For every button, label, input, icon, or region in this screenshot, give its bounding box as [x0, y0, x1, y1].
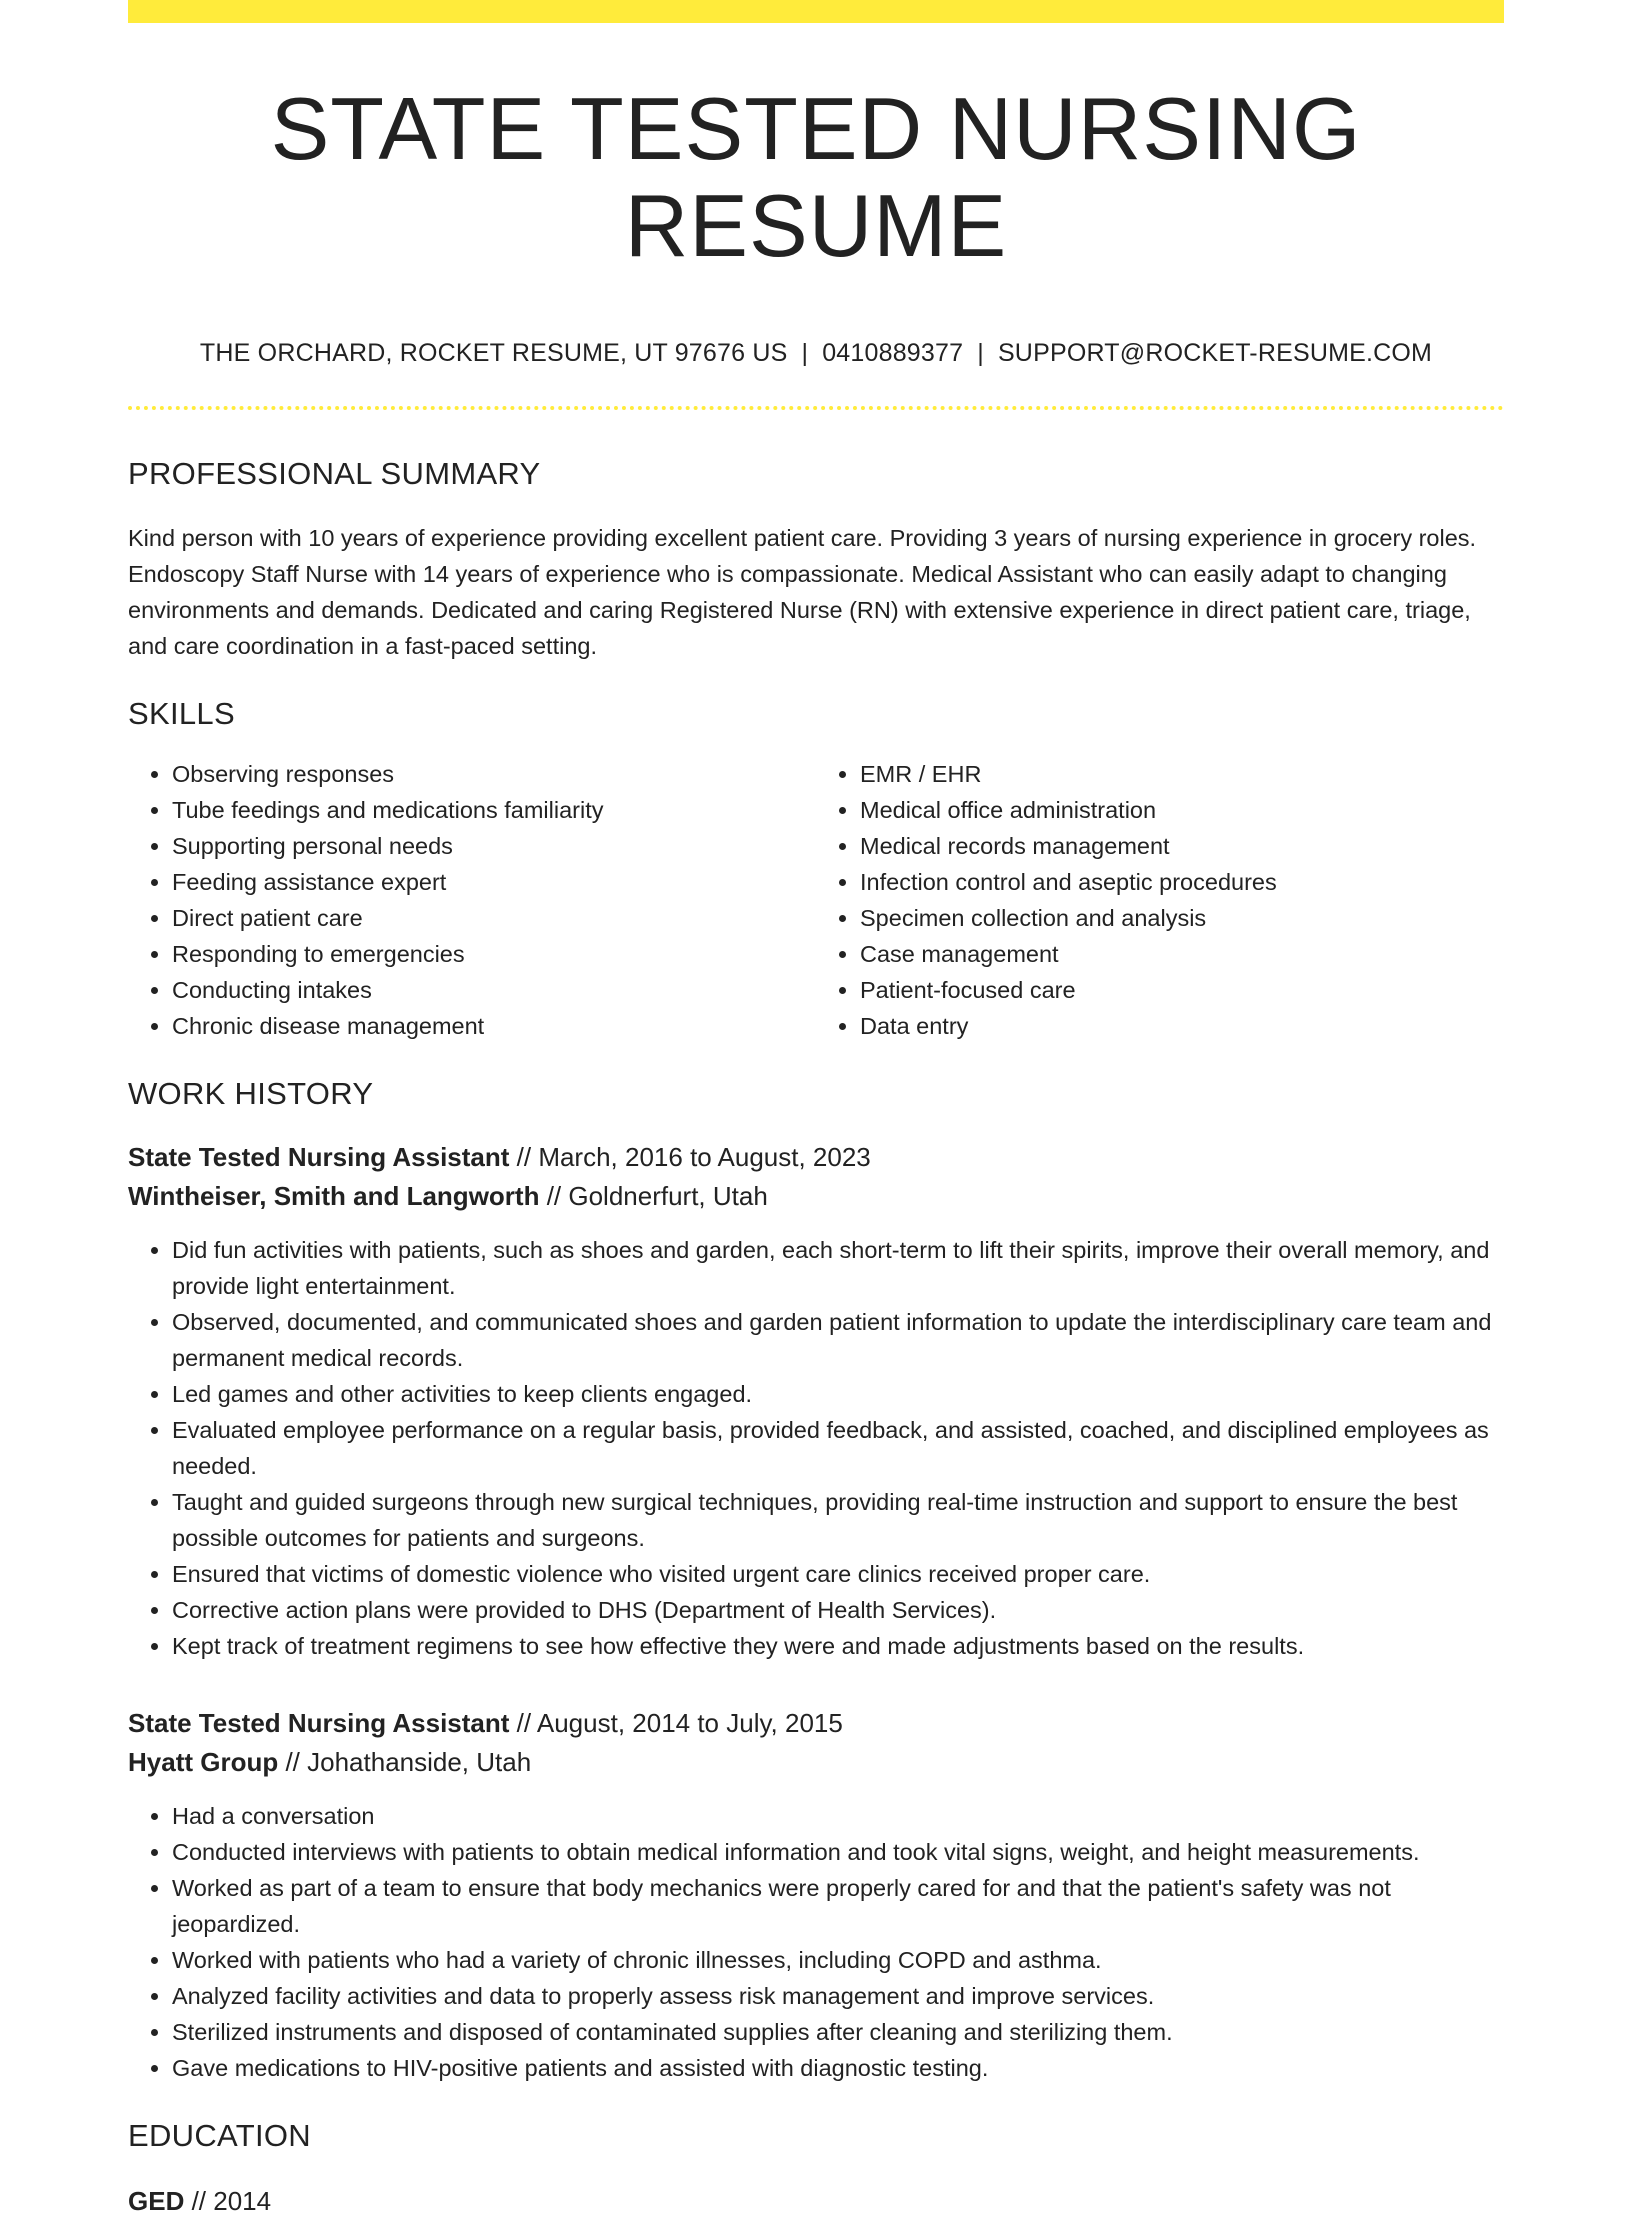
- skill-item: • Feeding assistance expert: [172, 864, 816, 900]
- skill-item: • Specimen collection and analysis: [860, 900, 1504, 936]
- resume-content: [128, 23, 1504, 2221]
- skill-item: • Data entry: [860, 1008, 1504, 1044]
- skill-item: • Infection control and aseptic procedures: [860, 864, 1504, 900]
- contact-separator: |: [977, 338, 984, 367]
- skills-list-right: [816, 756, 1504, 1044]
- contact-line: [128, 339, 1504, 368]
- resume-title: STATE TESTED NURSING RESUME: [270, 79, 1362, 275]
- job-bullet: • Analyzed facility activities and data to properly assess risk management and improve services.: [172, 1978, 1504, 2014]
- summary-text: Kind person with 10 years of experience providing excellent patient care. Providing 3 years of nursing experience in grocery roles. Endoscopy Staff Nurse with 14 years of experience who is compassionate. Medical Assistant who can easily adapt to changing environments and demands. Dedicated and caring Registered Nurse (RN) with extensive experience in direct patient care, triage, and care coordination in a fast-paced setting.: [128, 524, 1477, 659]
- job-bullet: • Ensured that victims of domestic violence who visited urgent care clinics received proper care.: [172, 1556, 1504, 1592]
- education-year: // 2014: [184, 2185, 272, 2216]
- skills-list-left: [128, 756, 816, 1044]
- work-history-section: [128, 1076, 1504, 2086]
- job-bullet: • Worked as part of a team to ensure that body mechanics were properly cared for and that the patient's safety was not jeopardized.: [172, 1870, 1504, 1942]
- contact-phone: 0410889377: [822, 338, 964, 367]
- job-bullet: • Observed, documented, and communicated shoes and garden patient information to update the interdisciplinary care team and permanent medical records.: [172, 1304, 1504, 1376]
- job-company: Wintheiser, Smith and Langworth: [128, 1180, 540, 1211]
- contact-address: THE ORCHARD, ROCKET RESUME, UT 97676 US: [199, 338, 788, 367]
- skill-item: • Case management: [860, 936, 1504, 972]
- job-bullet: • Had a conversation: [172, 1798, 1504, 1834]
- skill-item: • Medical office administration: [860, 792, 1504, 828]
- job-location: // Johathanside, Utah: [278, 1746, 532, 1777]
- skills-section: [128, 696, 1504, 1044]
- job-title-line: [128, 1138, 1504, 1177]
- job-bullet: • Taught and guided surgeons through new surgical techniques, providing real-time instruction and support to ensure the best possible outcomes for patients and surgeons.: [172, 1484, 1504, 1556]
- job-bullet: • Worked with patients who had a variety of chronic illnesses, including COPD and asthma.: [172, 1942, 1504, 1978]
- contact-separator: |: [801, 338, 809, 367]
- skill-item: • Chronic disease management: [172, 1008, 816, 1044]
- job-header: [128, 1704, 1504, 1782]
- job-bullet: • Evaluated employee performance on a regular basis, provided feedback, and assisted, coached, and disciplined employees as needed.: [172, 1412, 1504, 1484]
- job-bullet: • Led games and other activities to keep clients engaged.: [172, 1376, 1504, 1412]
- job-bullets: [128, 1232, 1504, 1664]
- job-title: State Tested Nursing Assistant: [128, 1707, 510, 1738]
- job-entry: [128, 1138, 1504, 1664]
- job-header: [128, 1138, 1504, 1216]
- job-bullet: • Kept track of treatment regimens to see how effective they were and made adjustments based on the results.: [172, 1628, 1504, 1664]
- summary-section: [128, 456, 1504, 664]
- skill-item: • EMR / EHR: [860, 756, 1504, 792]
- education-entry: [128, 2182, 1504, 2221]
- job-dates: // March, 2016 to August, 2023: [509, 1141, 871, 1172]
- job-location: // Goldnerfurt, Utah: [539, 1180, 768, 1211]
- skills-columns: [128, 756, 1504, 1044]
- job-bullet: • Corrective action plans were provided to DHS (Department of Health Services).: [172, 1592, 1504, 1628]
- skill-item: • Direct patient care: [172, 900, 816, 936]
- skill-item: • Conducting intakes: [172, 972, 816, 1008]
- accent-top-bar: [128, 0, 1504, 23]
- skill-item: • Observing responses: [172, 756, 816, 792]
- job-company-line: [128, 1743, 1504, 1782]
- education-section: [128, 2118, 1504, 2221]
- job-company-line: [128, 1177, 1504, 1216]
- job-dates: // August, 2014 to July, 2015: [509, 1707, 843, 1738]
- job-bullet: • Gave medications to HIV-positive patients and assisted with diagnostic testing.: [172, 2050, 1504, 2086]
- job-title-line: [128, 1704, 1504, 1743]
- education-degree: GED: [128, 2185, 185, 2216]
- job-bullet: • Did fun activities with patients, such as shoes and garden, each short-term to lift their spirits, improve their overall memory, and provide light entertainment.: [172, 1232, 1504, 1304]
- skill-item: • Tube feedings and medications familiarity: [172, 792, 816, 828]
- job-bullet: • Sterilized instruments and disposed of contaminated supplies after cleaning and sterilizing them.: [172, 2014, 1504, 2050]
- contact-email: SUPPORT@ROCKET-RESUME.COM: [997, 338, 1433, 367]
- job-company: Hyatt Group: [128, 1746, 279, 1777]
- skill-item: • Responding to emergencies: [172, 936, 816, 972]
- dotted-divider: [128, 406, 1504, 410]
- job-bullet: • Conducted interviews with patients to obtain medical information and took vital signs, weight, and height measurements.: [172, 1834, 1504, 1870]
- skill-item: • Medical records management: [860, 828, 1504, 864]
- summary-heading: PROFESSIONAL SUMMARY: [128, 455, 541, 491]
- skill-item: • Patient-focused care: [860, 972, 1504, 1008]
- job-title: State Tested Nursing Assistant: [128, 1141, 510, 1172]
- job-bullets: [128, 1798, 1504, 2086]
- work-history-heading: WORK HISTORY: [128, 1075, 374, 1111]
- skill-item: • Supporting personal needs: [172, 828, 816, 864]
- education-heading: EDUCATION: [128, 2117, 311, 2153]
- job-entry: [128, 1704, 1504, 2086]
- skills-heading: SKILLS: [128, 695, 235, 731]
